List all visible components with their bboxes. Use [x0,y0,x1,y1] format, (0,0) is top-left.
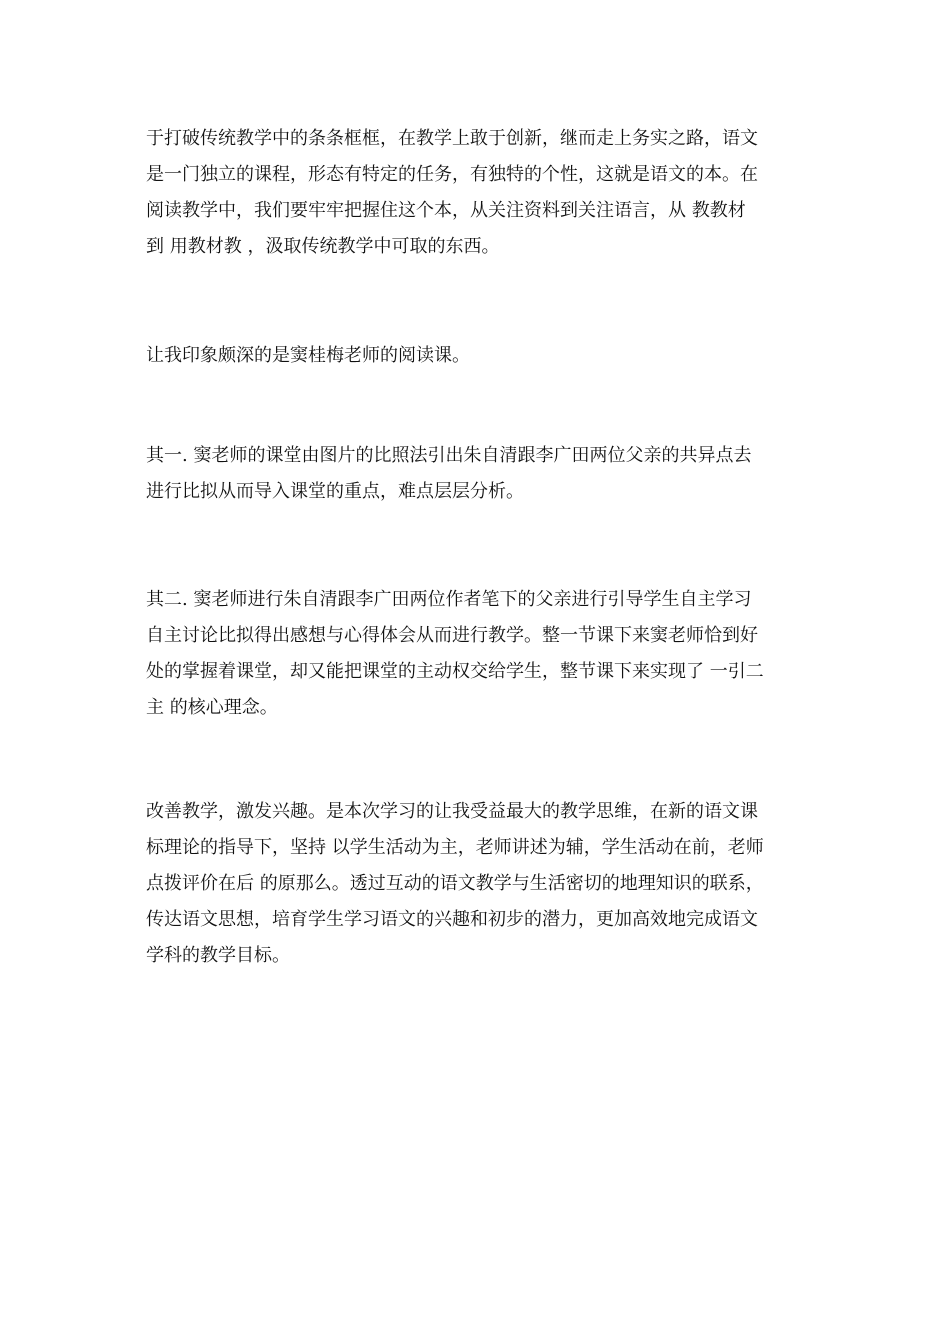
paragraph-improve-teaching: 改善教学，激发兴趣。是本次学习的让我受益最大的教学思维，在新的语文课 标理论的指导下，坚持 以学生活动为主，老师讲述为辅，学生活动在前，老师 点拨评价在后 的原那么。透过互动的语文教学与生活密切的地理知识的联系， 传达语文思想，培育学生学习语文的兴趣和初步的潜力，更加高效地完成语文 学科的教学目标。 [146,801,764,966]
paragraph-point-two: 其二. 窦老师进行朱自清跟李广田两位作者笔下的父亲进行引导学生自主学习 自主讨论比拟得出感想与心得体会从而进行教学。整一节课下来窦老师恰到好 处的掌握着课堂，却又能把课堂的主动权交给学生，整节课下来实现了 一引二 主 的核心理念。 [146,589,764,718]
paragraph-teaching-innovation: 于打破传统教学中的条条框框，在教学上敢于创新，继而走上务实之路，语文 是一门独立的课程，形态有特定的任务，有独特的个性，这就是语文的本。在 阅读教学中，我们要牢牢把握住这个本，从关注资料到关注语言，从 教教材 到 用教材教 ，汲取传统教学中可取的东西。 [146,128,758,257]
paragraph-impression: 让我印象颇深的是窦桂梅老师的阅读课。 [146,345,470,366]
paragraph-point-one: 其一. 窦老师的课堂由图片的比照法引出朱自清跟李广田两位父亲的共异点去 进行比拟从而导入课堂的重点，难点层层分析。 [146,445,752,502]
